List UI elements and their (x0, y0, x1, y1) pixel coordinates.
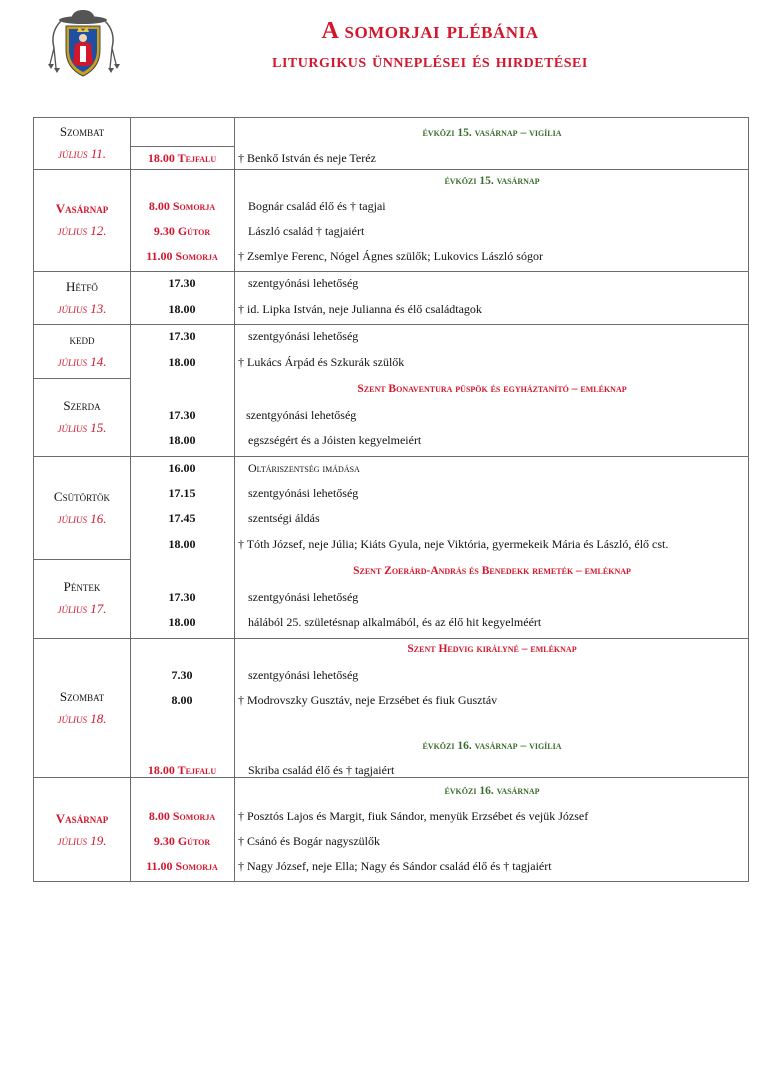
day-name: Szerda (63, 398, 101, 413)
mass-time: 9.30 Gútor (153, 834, 211, 848)
day-wednesday (34, 395, 130, 439)
mass-intention: † Lukács Árpád és Szkurák szülők (238, 355, 405, 369)
feast-heading: évközi 16. vasárnap (444, 785, 540, 797)
mass-intention: László család † tagjaiért (248, 224, 365, 238)
day-date: július 13. (57, 301, 107, 316)
mass-time: 18.00 (168, 615, 196, 629)
mass-intention: † Benkő István és neje Teréz (238, 151, 376, 165)
day-saturday (34, 686, 130, 730)
mass-intention: egszségért és a Jóisten kegyelmeiért (248, 433, 422, 447)
mass-time: 17.45 (168, 511, 196, 525)
day-date: július 12. (57, 223, 107, 238)
mass-intention: szentgyónási lehetőség (248, 668, 359, 682)
day-name: kedd (69, 332, 95, 347)
mass-intention: † Modrovszky Gusztáv, neje Erzsébet és fiuk Gusztáv (238, 693, 498, 707)
mass-time: 18.00 (168, 433, 196, 447)
feast-heading: évközi 15. vasárnap – vigília (422, 127, 562, 139)
divider (34, 324, 748, 325)
mass-time: 8.00 Somorja (148, 199, 216, 213)
feast-heading: évközi 16. vasárnap – vigília (422, 740, 562, 752)
mass-time: 8.00 Somorja (148, 809, 216, 823)
day-date: július 17. (57, 601, 107, 616)
divider (34, 456, 748, 457)
mass-time: 17.30 (168, 590, 196, 604)
day-date: július 16. (57, 511, 107, 526)
parish-coat-of-arms-icon (44, 10, 122, 84)
divider (34, 559, 130, 560)
feast-heading: Szent Bonaventura püspök és egyháztanító – emléknap (357, 383, 627, 395)
mass-intention: † id. Lipka István, neje Julianna és élő családtagok (238, 302, 482, 316)
feast-heading: Szent Zoerárd-András és Benedekk remeték – emléknap (353, 565, 631, 577)
title-line-1: A somorjai plébánia (321, 18, 539, 44)
divider (34, 378, 130, 379)
mass-time: 18.00 Tejfalu (147, 151, 217, 165)
mass-intention: Skriba család élő és † tagjaiért (248, 763, 395, 777)
day-saturday (34, 121, 130, 165)
mass-time: 9.30 Gútor (153, 224, 211, 238)
day-date: július 11. (57, 146, 107, 161)
divider (34, 271, 748, 272)
day-sunday (34, 198, 130, 242)
day-tuesday (34, 329, 130, 373)
day-monday (34, 276, 130, 320)
mass-intention: szentgyónási lehetőség (248, 486, 359, 500)
mass-intention: szentgyónási lehetőség (248, 276, 359, 290)
divider (234, 118, 235, 881)
mass-time: 17.30 (168, 329, 196, 343)
mass-intention: † Csánó és Bogár nagyszülők (238, 834, 380, 848)
mass-intention: Bognár család élő és † tagjai (248, 199, 386, 213)
day-name: Hétfő (66, 279, 98, 294)
day-friday (34, 576, 130, 620)
feast-heading: évközi 15. vasárnap (444, 175, 540, 187)
day-name: Vasárnap (55, 201, 109, 216)
mass-time: 18.00 (168, 537, 196, 551)
day-date: július 14. (57, 354, 107, 369)
day-name: Péntek (63, 579, 101, 594)
day-date: július 15. (57, 420, 107, 435)
day-name: Vasárnap (55, 811, 109, 826)
mass-time: 17.30 (168, 408, 196, 422)
mass-time: 18.00 (168, 302, 196, 316)
mass-intention: † Zsemlye Ferenc, Nógel Ágnes szülők; Lukovics László sógor (238, 249, 543, 263)
mass-time: 18.00 Tejfalu (147, 763, 217, 777)
mass-time: 17.30 (168, 276, 196, 290)
day-date: július 19. (57, 833, 107, 848)
mass-intention: hálából 25. születésnap alkalmából, és az élő hit kegyelméért (248, 615, 542, 629)
day-name: Csütörtök (53, 489, 111, 504)
mass-intention: † Tóth József, neje Júlia; Kiáts Gyula, neje Viktória, gyermekeik Mária és László, élő cst. (238, 537, 669, 551)
schedule-table (33, 117, 749, 882)
mass-intention: † Nagy József, neje Ella; Nagy és Sándor család élő és † tagjaiért (238, 859, 552, 873)
mass-intention: szentgyónási lehetőség (248, 590, 359, 604)
mass-intention: szentgyónási lehetőség (248, 329, 359, 343)
mass-intention: szentgyónási lehetőség (246, 408, 357, 422)
mass-time: 18.00 (168, 355, 196, 369)
mass-intention: szentségi áldás (248, 511, 320, 525)
mass-time: 11.00 Somorja (146, 859, 218, 873)
day-name: Szombat (59, 124, 105, 139)
day-date: július 18. (57, 711, 107, 726)
divider (34, 169, 748, 170)
divider (34, 638, 748, 639)
mass-intention: † Posztós Lajos és Margit, fiuk Sándor, menyük Erzsébet és vejük József (238, 809, 589, 823)
divider (130, 146, 234, 147)
day-name: Szombat (59, 689, 105, 704)
mass-time: 11.00 Somorja (146, 249, 218, 263)
mass-time: 16.00 (168, 461, 196, 475)
mass-time: 17.15 (168, 486, 196, 500)
mass-time: 7.30 (171, 668, 193, 682)
title-line-2: liturgikus ünneplései és hirdetései (272, 50, 588, 72)
mass-time: 8.00 (171, 693, 193, 707)
day-thursday (34, 486, 130, 530)
day-sunday (34, 808, 130, 852)
feast-heading: Szent Hedvig királyné – emléknap (407, 643, 577, 655)
mass-intention: Oltáriszentség imádása (248, 461, 360, 475)
